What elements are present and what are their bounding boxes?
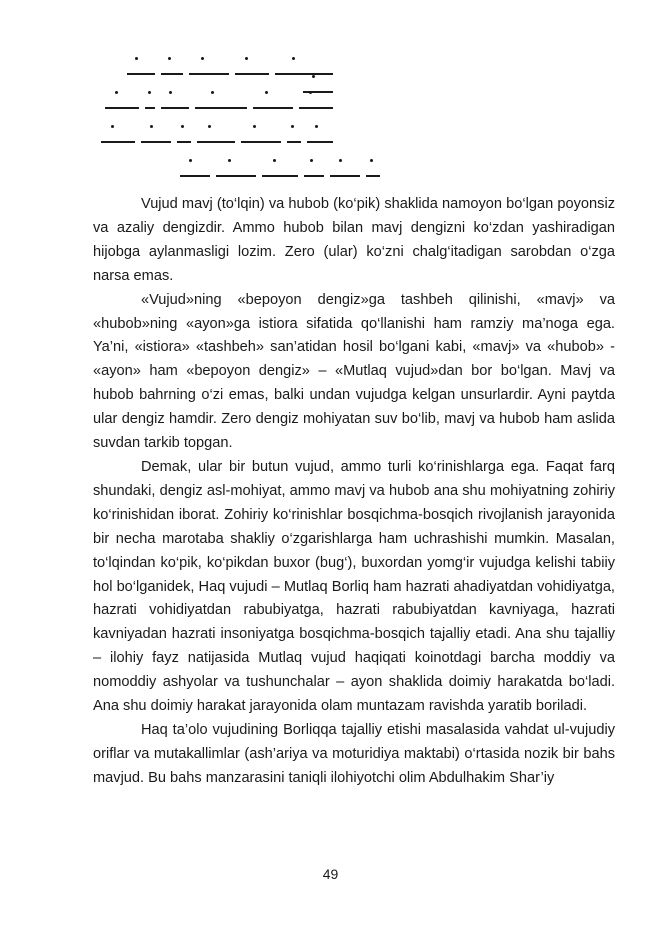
arabic-script-image: [95, 130, 333, 148]
arabic-verse-line-3: [93, 128, 333, 150]
paragraph: Vujud mavj (to‘lqin) va hubob (ko‘pik) shaklida namoyon bo‘lgan poyonsiz va azaliy dengizdir. Ammo hubob bilan mavj dengizni ko‘zdan yashiradigan hijobga aylanmasligi lozim. Zero (ular) ko‘zni chalg‘itadigan sarobdan o‘zga narsa emas.: [93, 196, 615, 284]
body-text: [93, 193, 615, 791]
page-number: 49: [322, 866, 339, 882]
paragraph: «Vujud»ning «bepoyon dengiz»ga tashbeh qilinishi, «mavj» va «hubob»ning «ayon»ga istiora sifatida qo‘llanishi ham ramziy ma’noga ega. Ya’ni, «istiora» «tashbeh» san’atidan hosil bo‘lgani kabi, «mavj» va «hubob» - «ayon» ham «bepoyon dengiz» – «Mutlaq vujud»dan bor bo‘lgan. Mavj va hubob bahrning o‘zi emas, balki undan vujudga kelgan unsurlardir. Ayni paytda ular dengiz hamdir. Zero dengiz mohiyatan suv bo‘lib, mavj va hubob ham aslida suvdan tarkib topgan.: [93, 291, 615, 452]
arabic-verse-line-2: [93, 94, 333, 116]
arabic-verse-line-1: [93, 60, 333, 82]
paragraph: Haq ta’olo vujudining Borliqqa tajalliy etishi masalasida vahdat ul-vujudiy oriflar va mutakallimlar (ash’ariya va moturidiya maktabi) o‘rtasida nozik bir bahs mavjud. Bu bahs manzarasini taniqli ilohiyotchi olim Abdulhakim Shar’iy: [93, 721, 615, 786]
paragraph: Demak, ular bir butun vujud, ammo turli ko‘rinishlarga ega. Faqat farq shundaki, dengiz asl-mohiyat, ammo mavj va hubob ana shu mohiyatning zohiriy ko‘rinishidan iborat. Zohiriy ko‘rinishlar bosqichma-bosqich rivojlanish jarayonida bir necha marotaba shakliy o‘zgarishlarga ham uchrashishi mumkin. Masalan, to‘lqindan ko‘pik, ko‘pikdan buxor (bug‘), buxordan yomg‘ir vujudga kelishi tabiiy hol bo‘lganidek, Haq vujudi – Mutlaq Borliq ham hazrati ahadiyatdan vohidiyatga, hazrati vohidiyatdan rabubiyatga, hazrati rabubiyatdan kavniyaga, hazrati kavniyadan hazrati insoniyatga bosqichma-bosqich tajalliy etadi. Ana shu tajalliy – ilohiy fayz natijasida Mutlaq vujud haqiqati koinotdagi barcha moddiy va nomoddiy ashyolar va tushunchalar – ayon shaklida doimiy harakatda bo‘ladi. Ana shu doimiy harakat jarayonida olam muntazam ravishda yaratib boriladi.: [93, 458, 615, 715]
arabic-script-image: [174, 164, 380, 182]
arabic-script-image: [99, 96, 333, 114]
arabic-verse-line-4: [140, 162, 380, 184]
